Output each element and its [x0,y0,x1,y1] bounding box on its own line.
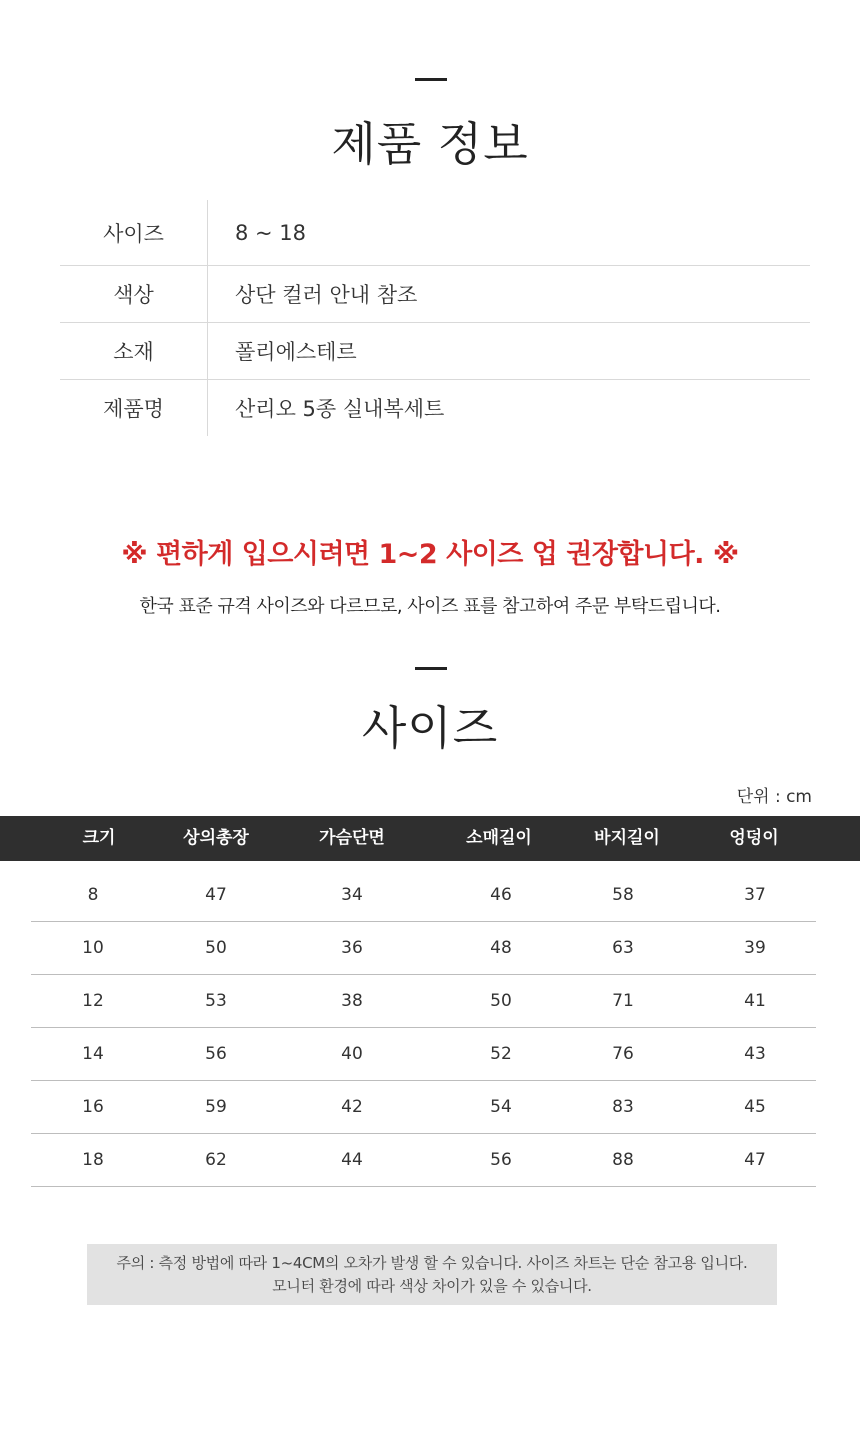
table-cell: 46 [490,885,512,905]
table-cell: 56 [205,1044,227,1064]
table-cell: 18 [82,1150,104,1170]
table-cell: 47 [744,1150,766,1170]
header-cell: 크기 [82,828,116,848]
table-cell: 58 [612,885,634,905]
table-cell: 12 [82,991,104,1011]
info-row-product-name [60,380,810,436]
table-row [0,922,860,975]
table-cell: 63 [612,938,634,958]
info-row-size [60,200,810,266]
caution-line-1: 주의 : 측정 방법에 따라 1~4CM의 오차가 발생 할 수 있습니다. 사이즈 차트는 단순 참고용 입니다. [116,1254,748,1272]
info-value: 8 ~ 18 [235,220,307,245]
table-row [0,1134,860,1187]
table-row [0,1028,860,1081]
table-cell: 44 [341,1150,363,1170]
product-info-title: 제품 정보 [331,117,529,171]
table-cell: 39 [744,938,766,958]
table-cell: 47 [205,885,227,905]
info-value: 산리오 5종 실내복세트 [235,397,445,421]
info-label: 색상 [60,266,208,322]
header-cell: 바지길이 [594,828,660,848]
table-cell: 41 [744,991,766,1011]
info-value: 상단 컬러 안내 참조 [235,283,418,307]
table-cell: 34 [341,885,363,905]
table-cell: 50 [490,991,512,1011]
unit-label: 단위 : cm [736,787,812,807]
info-label: 소재 [60,323,208,379]
title-dash [415,78,447,81]
table-cell: 71 [612,991,634,1011]
size-up-notice: ※ 편하게 입으시려면 1~2 사이즈 업 권장합니다. ※ [121,539,739,570]
table-row [0,869,860,922]
info-value: 폴리에스테르 [235,340,357,364]
title-dash [415,667,447,670]
info-row-color [60,266,810,323]
table-cell: 53 [205,991,227,1011]
caution-line-2: 모니터 환경에 따라 색상 차이가 있을 수 있습니다. [272,1277,592,1295]
table-cell: 14 [82,1044,104,1064]
header-cell: 가슴단면 [319,828,385,848]
table-cell: 76 [612,1044,634,1064]
table-cell: 16 [82,1097,104,1117]
table-cell: 83 [612,1097,634,1117]
table-cell: 50 [205,938,227,958]
table-cell: 56 [490,1150,512,1170]
table-cell: 42 [341,1097,363,1117]
size-standard-notice: 한국 표준 규격 사이즈와 다르므로, 사이즈 표를 참고하여 주문 부탁드립니다. [139,596,721,617]
table-cell: 40 [341,1044,363,1064]
table-cell: 10 [82,938,104,958]
header-cell: 엉덩이 [729,828,779,848]
table-cell: 59 [205,1097,227,1117]
table-row [0,975,860,1028]
table-cell: 48 [490,938,512,958]
table-cell: 52 [490,1044,512,1064]
table-cell: 45 [744,1097,766,1117]
size-chart-title: 사이즈 [361,701,499,755]
info-label: 사이즈 [60,200,208,265]
product-info-table [60,200,810,436]
size-table-header [0,816,860,861]
table-cell: 88 [612,1150,634,1170]
info-label: 제품명 [60,380,208,436]
table-cell: 54 [490,1097,512,1117]
measurement-caution [87,1244,777,1305]
table-cell: 8 [87,885,99,905]
table-cell: 38 [341,991,363,1011]
header-cell: 소매길이 [466,828,532,848]
header-cell: 상의총장 [183,828,249,848]
table-row [0,1081,860,1134]
table-cell: 36 [341,938,363,958]
table-cell: 62 [205,1150,227,1170]
table-cell: 37 [744,885,766,905]
info-row-material [60,323,810,380]
table-cell: 43 [744,1044,766,1064]
size-table-body [0,869,860,1187]
